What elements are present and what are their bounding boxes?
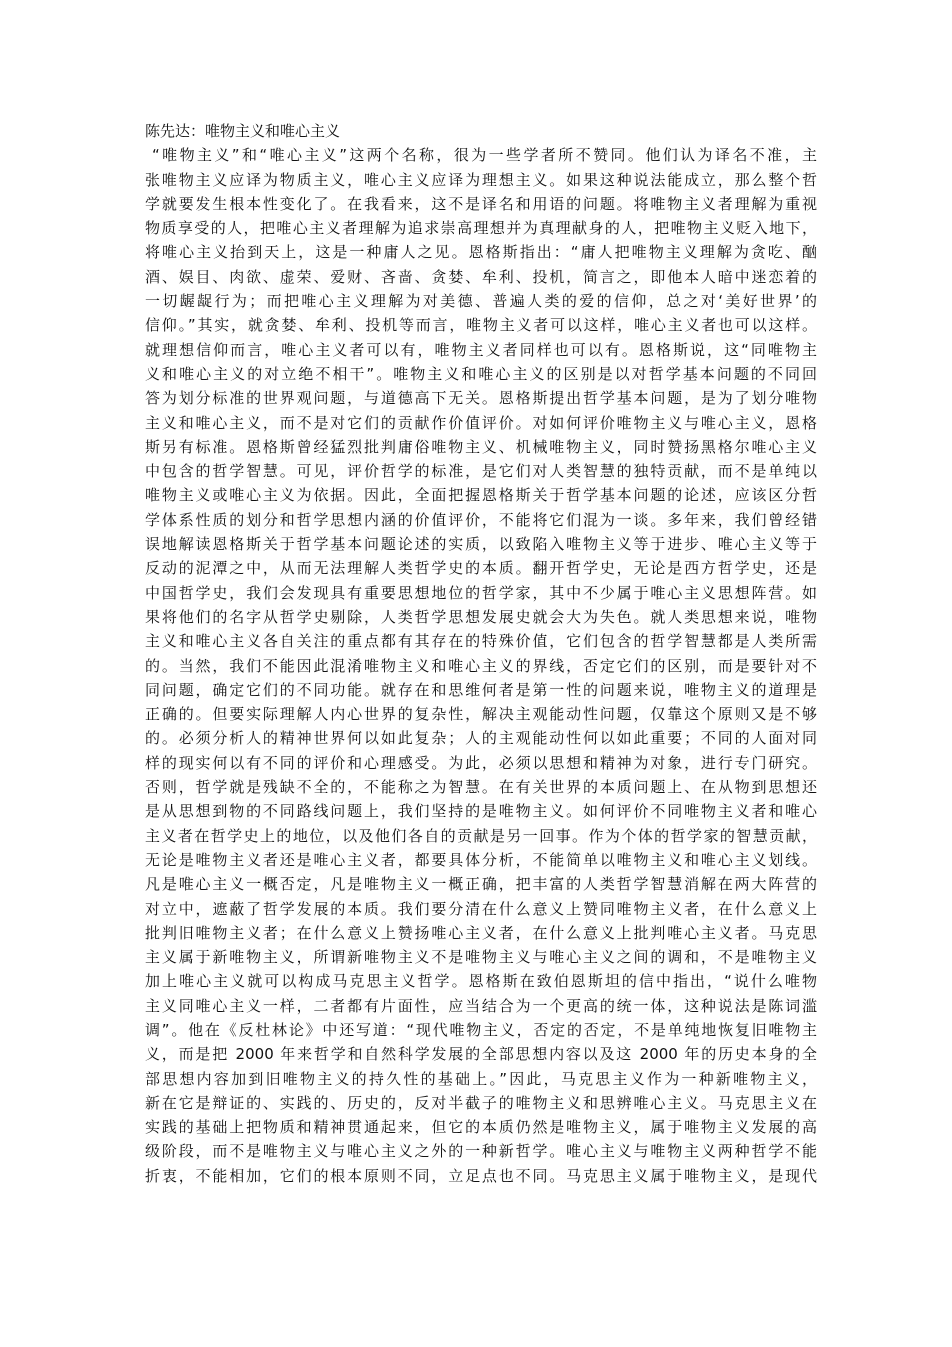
body-line: 唯物主义或唯心主义为依据。因此，全面把握恩格斯关于哲学基本问题的论述，应该区分哲: [145, 486, 817, 505]
body-line: 无论是唯物主义者还是唯心主义者，都要具体分析，不能简单以唯物主义和唯心主义划线。: [145, 850, 817, 869]
body-line: 主义者在哲学史上的地位，以及他们各自的贡献是另一回事。作为个体的哲学家的智慧贡献，: [145, 826, 817, 845]
body-line: 同问题，确定它们的不同功能。就存在和思维何者是第一性的问题来说，唯物主义的道理是: [145, 680, 817, 699]
body-line: 误地解读恩格斯关于哲学基本问题论述的实质，以致陷入唯物主义等于进步、唯心主义等于: [145, 535, 817, 554]
body-line: 反动的泥潭之中，从而无法理解人类哲学史的本质。翻开哲学史，无论是西方哲学史，还是: [145, 559, 817, 578]
body-line: 酒、娱目、肉欲、虚荣、爱财、吝啬、贪婪、牟利、投机，简言之，即他本人暗中迷恋着的: [145, 267, 817, 286]
body-line: 批判旧唯物主义者；在什么意义上赞扬唯心主义者，在什么意义上批判唯心主义者。马克思: [145, 923, 817, 942]
body-line: “唯物主义”和“唯心主义”这两个名称，很为一些学者所不赞同。他们认为译名不准，主: [152, 146, 817, 165]
body-line: 斯另有标准。恩格斯曾经猛烈批判庸俗唯物主义、机械唯物主义，同时赞扬黑格尔唯心主义: [145, 437, 817, 456]
body-line: 学体系性质的划分和哲学思想内涵的价值评价，不能将它们混为一谈。多年来，我们曾经错: [145, 510, 817, 529]
body-line: 主义同唯心主义一样，二者都有片面性，应当结合为一个更高的统一体，这种说法是陈词滥: [145, 996, 817, 1015]
body-line: 主义和唯心主义，而不是对它们的贡献作价值评价。对如何评价唯物主义与唯心主义，恩格: [145, 413, 817, 432]
body-line: 就理想信仰而言，唯心主义者可以有，唯物主义者同样也可以有。恩格斯说，这“同唯物主: [145, 340, 817, 359]
body-line: 果将他们的名字从哲学史剔除，人类哲学思想发展史就会大为失色。就人类思想来说，唯物: [145, 607, 817, 626]
body-line: 否则，哲学就是残缺不全的，不能称之为智慧。在有关世界的本质问题上、在从物到思想还: [145, 778, 817, 797]
document-page: [145, 119, 817, 1188]
body-line: 中国哲学史，我们会发现具有重要思想地位的哲学家，其中不少属于唯心主义思想阵营。如: [145, 583, 817, 602]
body-line: 答为划分标准的世界观问题，与道德高下无关。恩格斯提出哲学基本问题，是为了划分唯物: [145, 389, 817, 408]
body-line: 部思想内容加到旧唯物主义的持久性的基础上。”因此，马克思主义作为一种新唯物主义，: [145, 1069, 817, 1088]
body-line: 主义属于新唯物主义，所谓新唯物主义不是唯物主义与唯心主义之间的调和，不是唯物主义: [145, 948, 817, 967]
body-line: 的。当然，我们不能因此混淆唯物主义和唯心主义的界线，否定它们的区别，而是要针对不: [145, 656, 817, 675]
body-line: 对立中，遮蔽了哲学发展的本质。我们要分清在什么意义上赞同唯物主义者，在什么意义上: [145, 899, 817, 918]
body-line: 中包含的哲学智慧。可见，评价哲学的标准，是它们对人类智慧的独特贡献，而不是单纯以: [145, 462, 817, 481]
body-line: 是从思想到物的不同路线问题上，我们坚持的是唯物主义。如何评价不同唯物主义者和唯心: [145, 802, 817, 821]
body-line: 实践的基础上把物质和精神贯通起来，但它的本质仍然是唯物主义，属于唯物主义发展的高: [145, 1118, 817, 1137]
body-line: 一切龌龊行为；而把唯心主义理解为对美德、普遍人类的爱的信仰，总之对‘美好世界’的: [145, 292, 817, 311]
body-line: 主义和唯心主义各自关注的重点都有其存在的特殊价值，它们包含的哲学智慧都是人类所需: [145, 632, 817, 651]
body-line: 调”。他在《反杜林论》中还写道：“现代唯物主义，否定的否定，不是单纯地恢复旧唯物主: [145, 1020, 817, 1039]
body-line: 凡是唯心主义一概否定，凡是唯物主义一概正确，把丰富的人类哲学智慧消解在两大阵营的: [145, 875, 817, 894]
body-line: 将唯心主义抬到天上，这是一种庸人之见。恩格斯指出：“庸人把唯物主义理解为贪吃、酗: [145, 243, 817, 262]
body-line: 新在它是辩证的、实践的、历史的，反对半截子的唯物主义和思辨唯心主义。马克思主义在: [145, 1093, 817, 1112]
body-line: 折衷，不能相加，它们的根本原则不同，立足点也不同。马克思主义属于唯物主义，是现代: [145, 1166, 817, 1185]
body-line: 学就要发生根本性变化了。在我看来，这不是译名和用语的问题。将唯物主义者理解为重视: [145, 194, 817, 213]
body-line: 加上唯心主义就可以构成马克思主义哲学。恩格斯在致伯恩斯坦的信中指出，“说什么唯物: [145, 972, 817, 991]
body-line: 张唯物主义应译为物质主义，唯心主义应译为理想主义。如果这种说法能成立，那么整个哲: [145, 170, 817, 189]
body-line: 信仰。”其实，就贪婪、牟利、投机等而言，唯物主义者可以这样，唯心主义者也可以这样。: [145, 316, 817, 335]
document-title: 陈先达：唯物主义和唯心主义: [145, 122, 341, 140]
body-line: 的。必须分析人的精神世界何以如此复杂；人的主观能动性何以如此重要；不同的人面对同: [145, 729, 817, 748]
body-line: 正确的。但要实际理解人内心世界的复杂性，解决主观能动性问题，仅靠这个原则又是不够: [145, 705, 817, 724]
body-line: 义和唯心主义的对立绝不相干”。唯物主义和唯心主义的区别是以对哲学基本问题的不同回: [145, 364, 817, 383]
body-line: 样的现实何以有不同的评价和心理感受。为此，必须以思想和精神为对象，进行专门研究。: [145, 753, 817, 772]
document-body: [145, 143, 817, 1188]
body-line: 级阶段，而不是唯物主义与唯心主义之外的一种新哲学。唯心主义与唯物主义两种哲学不能: [145, 1142, 817, 1161]
body-line: 物质享受的人，把唯心主义者理解为追求崇高理想并为真理献身的人，把唯物主义贬入地下，: [145, 219, 817, 238]
body-line: 义，而是把 2000 年来哲学和自然科学发展的全部思想内容以及这 2000 年的历史本身的全: [145, 1045, 817, 1064]
